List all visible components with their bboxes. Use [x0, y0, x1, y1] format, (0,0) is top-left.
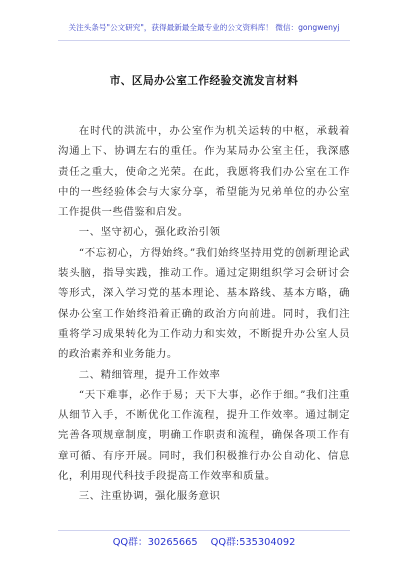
intro-paragraph: 在时代的洪流中，办公室作为机关运转的中枢，承载着沟通上下、协调左右的重任。作为某局办公室主任，我深感责任之重大，使命之光荣。在此，我愿将我们办公室在工作中的一些经验体会与大家分享，希望能为兄弟单位的办公室工作提供一些借鉴和启发。 — [58, 125, 350, 219]
section-heading-3: 三、注重协调，强化服务意识 — [78, 490, 221, 503]
header-divider — [58, 40, 350, 41]
section-paragraph-2: “天下难事，必作于易；天下大事，必作于细。”我们注重从细节入手，不断优化工作流程，提升工作效率。通过制定完善各项规章制度，明确工作职责和流程，确保各项工作有章可循、有序开展。同时，我们积极推行办公自动化、信息化，利用现代科技手段提高工作效率和质量。 — [58, 388, 350, 483]
section-heading-1: 一、坚守初心，强化政治引领 — [78, 226, 221, 239]
footer-divider — [58, 530, 350, 531]
section-heading-2: 二、精细管理，提升工作效率 — [78, 368, 221, 381]
document-title: 市、区局办公室工作经验交流发言材料 — [109, 75, 299, 87]
section-paragraph-1: “不忘初心，方得始终。”我们始终坚持用党的创新理论武装头脑，指导实践，推动工作。通过定期组织学习会研讨会等形式，深入学习党的基本理论、基本路线、基本方略，确保办公室工作始终沿着正确的政治方向前进。同时，我们注重将学习成果转化为工作动力和实效，不断提升办公室人员的政治素养和业务能力。 — [58, 246, 350, 361]
document-body — [58, 121, 350, 507]
header-banner: 关注头条号"公文研究"，获得最新最全最专业的公文资料库！ 微信：gongwenyj — [68, 23, 340, 32]
footer-contact: QQ群：30265665 QQ群:535304092 — [112, 537, 296, 548]
